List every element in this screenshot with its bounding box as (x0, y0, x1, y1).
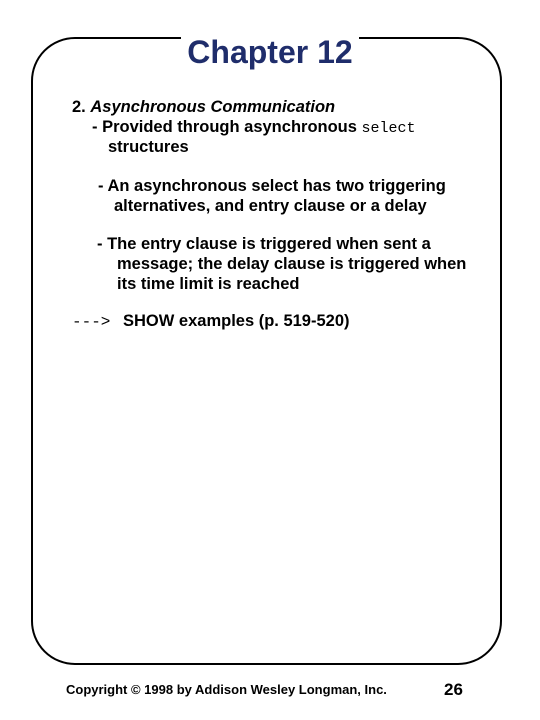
bullet-2-line-1: - An asynchronous select has two triggering (98, 177, 446, 195)
bullet-3-line-1: - The entry clause is triggered when sent a (97, 235, 431, 253)
select-keyword: select (361, 120, 416, 137)
section-title: Asynchronous Communication (90, 98, 336, 116)
slide-title: Chapter 12 (0, 34, 540, 71)
pointer-text: SHOW examples (p. 519-520) (123, 312, 350, 330)
bullet-1-text: - Provided through asynchronous (92, 118, 362, 136)
arrow-icon: ---> (72, 313, 111, 331)
page-number: 26 (444, 680, 463, 699)
pointer-line (72, 311, 350, 332)
section-heading (72, 97, 335, 117)
bullet-2-line-2: alternatives, and entry clause or a delay (114, 197, 427, 215)
copyright-notice: Copyright © 1998 by Addison Wesley Longman, Inc. (66, 682, 387, 697)
section-number: 2. (72, 98, 86, 116)
bullet-3-line-2: message; the delay clause is triggered when (117, 255, 467, 273)
bullet-1-continuation: structures (108, 138, 189, 156)
bullet-1 (92, 117, 416, 139)
bullet-3-line-3: its time limit is reached (117, 275, 300, 293)
